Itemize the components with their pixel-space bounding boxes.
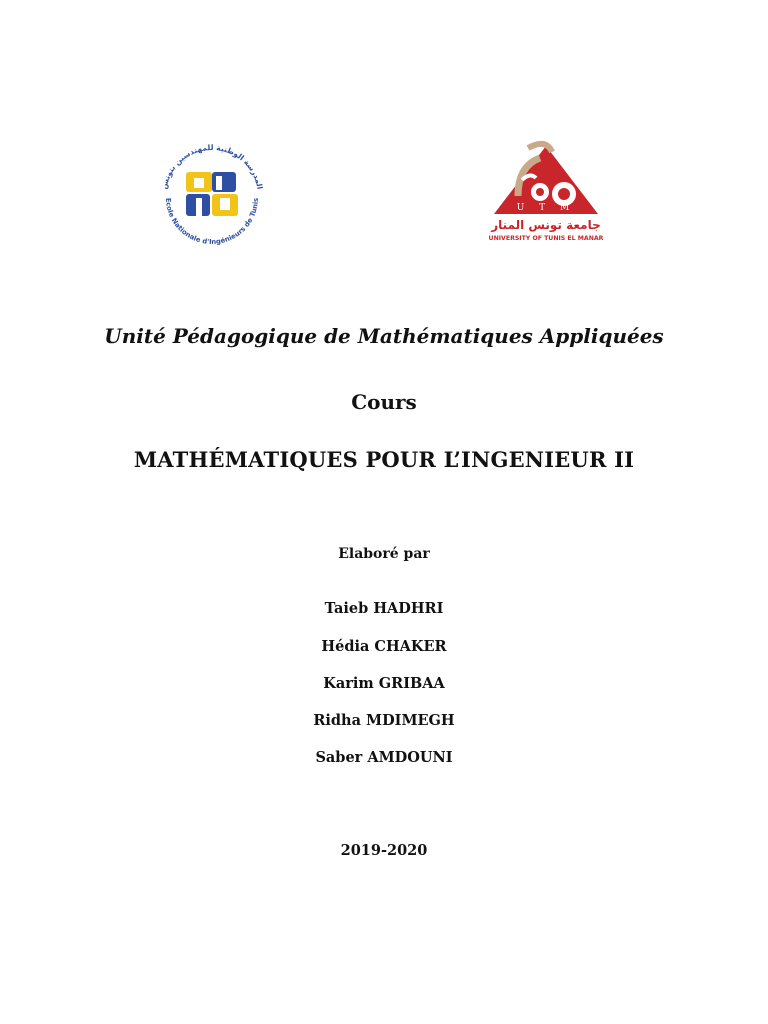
author-name: Hédia CHAKER (321, 638, 447, 655)
enit-latin-arc-text: Ecole Nationale d'Ingénieurs de Tunis (163, 197, 261, 247)
enit-emblem (186, 172, 238, 216)
prepared-by-label: Elaboré par (338, 546, 430, 562)
enit-arabic-arc-text: المدرسة الوطنية للمهندسين بتونس (159, 143, 265, 191)
author-name: Karim GRIBAA (323, 675, 445, 692)
course-title: MATHÉMATIQUES POUR L’INGENIEUR II (133, 447, 635, 472)
utm-letters: U T M (516, 203, 576, 213)
pedagogical-unit: Unité Pédagogique de Mathématiques Appliquées (104, 324, 664, 348)
author-name: Ridha MDIMEGH (313, 712, 455, 729)
utm-logo (488, 136, 604, 246)
author-name: Saber AMDOUNI (315, 749, 453, 766)
utm-latin-name: UNIVERSITY OF TUNIS EL MANAR (488, 235, 604, 242)
enit-logo (152, 136, 272, 248)
academic-year: 2019-2020 (340, 842, 428, 859)
author-name: Taieb HADHRI (324, 600, 444, 617)
utm-arabic-name: جامعة تونس المنار (491, 218, 601, 232)
document-type: Cours (351, 390, 417, 414)
svg-text:Ecole Nationale d'Ingénieurs d (164, 198, 260, 246)
